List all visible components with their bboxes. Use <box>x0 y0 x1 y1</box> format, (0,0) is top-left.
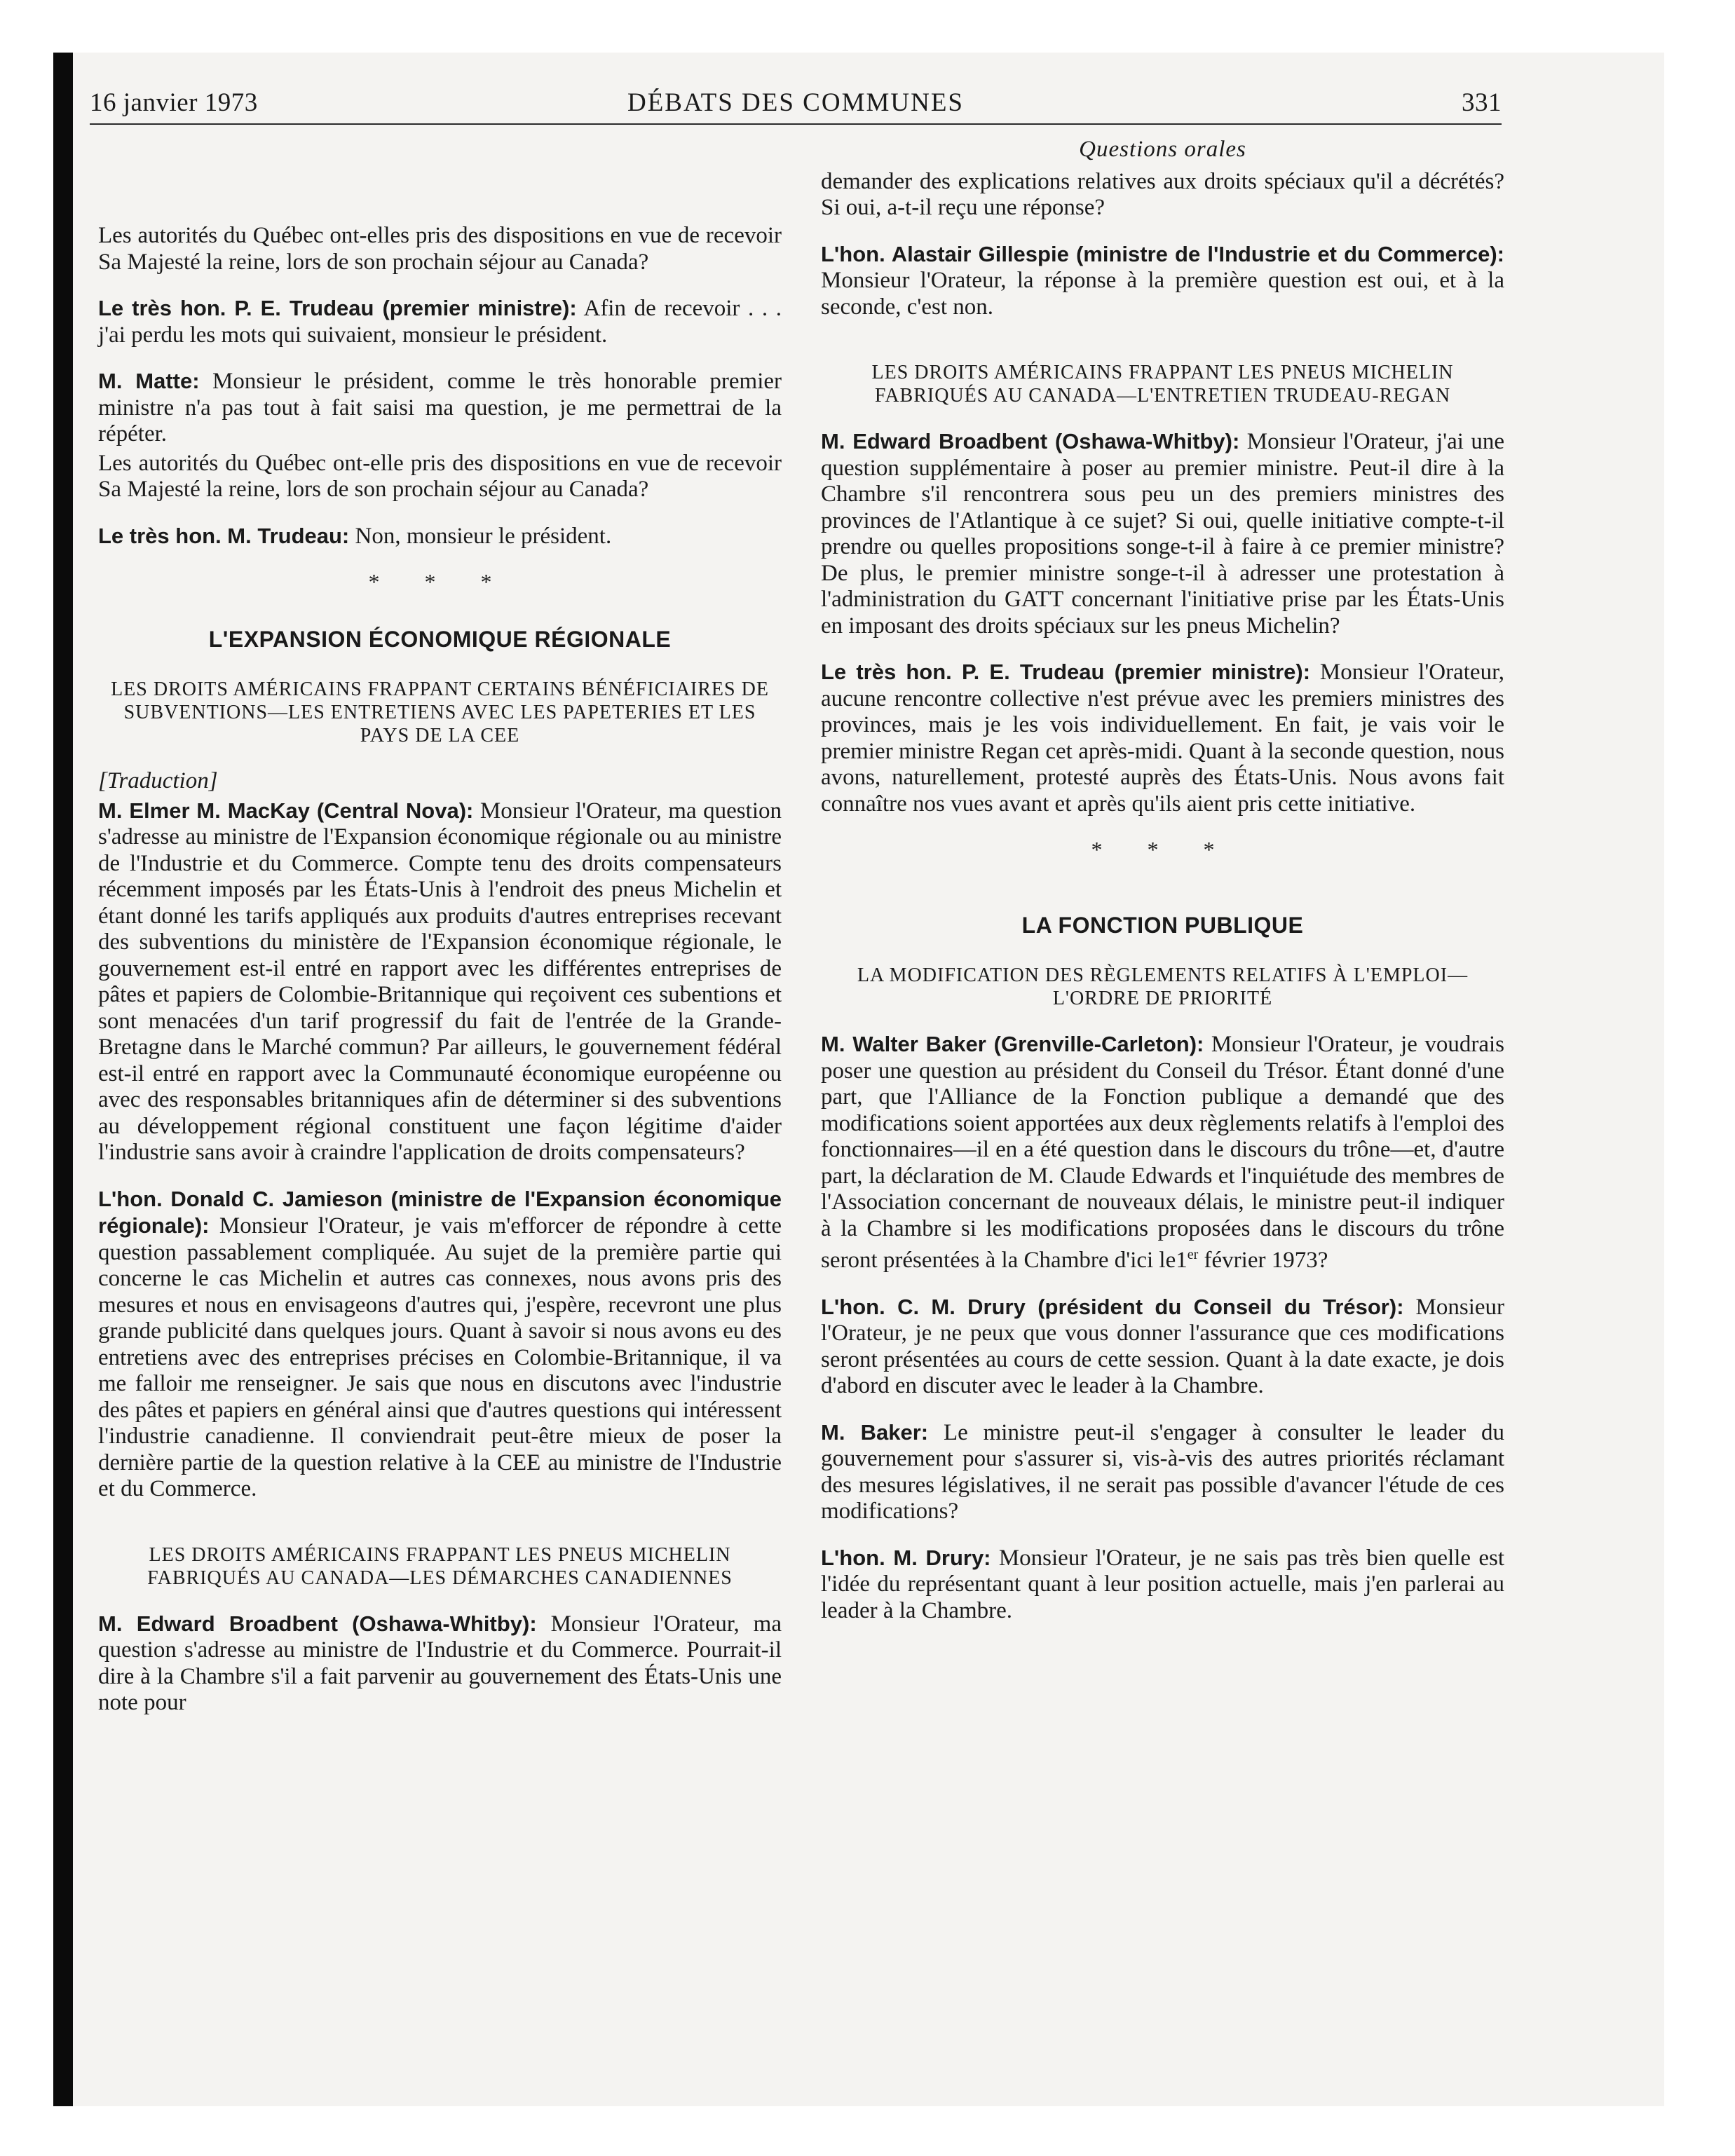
header-title: DÉBATS DES COMMUNES <box>627 88 964 117</box>
header-page-number: 331 <box>1462 88 1502 117</box>
speech-text: Monsieur l'Orateur, aucune rencontre collective n'est prévue avec les premiers ministres des provinces, mais je les vois individuellement. En fait, je vais voir le premier ministre Regan cet après-midi. Quant à la seconde question, nous avons, naturellement, protesté auprès des États-Unis. Nous avons fait connaître nos vues avant et après qu'ils aient pris cette initiative. <box>821 660 1504 817</box>
speaker-name: M. Baker: <box>821 1419 929 1445</box>
speech <box>98 1611 782 1717</box>
speech-text: Monsieur l'Orateur, ma question s'adresse au ministre de l'Industrie et du Commerce. Pourrait-il dire à la Chambre s'il a fait parvenir au gouvernement des États-Unis une note pour <box>98 1611 782 1715</box>
speech <box>98 368 782 448</box>
section-title: LA FONCTION PUBLIQUE <box>1021 912 1304 938</box>
speaker-name: M. Edward Broadbent (Oshawa-Whitby): <box>821 429 1240 453</box>
speaker-name: M. Edward Broadbent (Oshawa-Whitby): <box>98 1611 537 1636</box>
speech <box>821 1294 1504 1400</box>
right-column <box>821 137 1504 1644</box>
header-date: 16 janvier 1973 <box>90 88 258 117</box>
speech <box>98 798 782 1166</box>
speaker-name: Le très hon. M. Trudeau: <box>98 523 350 548</box>
speech-text: Monsieur l'Orateur, je vais m'efforcer de répondre à cette question passablement compliquée. Au sujet de la première partie qui concerne le cas Michelin et autres cas connexes, nous avons pris des mesures et nous en envisageons d'autres qui, j'espère, recevront une plus grande publicité dans quelques jours. Quant à savoir si nous avons eu des entretiens avec des entreprises précises en Colombie-Britannique, il va me falloir me renseigner. Je sais que nous en discutons avec l'industrie des pâtes et papiers en général ainsi que d'autres questions qui intéressent l'industrie canadienne. Il conviendrait peut-être mieux de poser la dernière partie de la question relative à la CEE au ministre de l'Industrie et du Commerce. <box>98 1213 782 1501</box>
speech-text: Monsieur l'Orateur, la réponse à la première question est oui, et à la seconde, c'est non. <box>821 268 1504 320</box>
speech <box>821 1419 1504 1525</box>
speaker-name: L'hon. Donald C. Jamieson (ministre de l'Expansion économique régionale): <box>98 1186 782 1238</box>
subheading: LES DROITS AMÉRICAINS FRAPPANT LES PNEUS MICHELIN FABRIQUÉS AU CANADA—LES DÉMARCHES CANADIENNES <box>147 1543 733 1589</box>
speech-text: Monsieur l'Orateur, je ne sais pas très bien quelle est l'idée du représentant quant à leur position actuelle, mais j'en parlerai au leader à la Chambre. <box>821 1545 1505 1623</box>
speaker-name: L'hon. M. Drury: <box>821 1545 991 1570</box>
scan-margin <box>0 0 53 2156</box>
speech <box>821 428 1504 639</box>
speech-text: Monsieur le président, comme le très honorable premier ministre n'a pas tout à fait saisi ma question, je me permettrai de la répéter. <box>98 369 782 446</box>
speaker-name: M. Matte: <box>98 369 200 393</box>
section-separator: * * * <box>368 569 512 594</box>
speech-text: Monsieur l'Orateur, je ne peux que vous donner l'assurance que ces modifications seront présentées au cours de cette session. Quant à la date exacte, je dois d'abord en discuter avec le leader à la Chambre. <box>821 1294 1504 1398</box>
speech <box>821 241 1504 321</box>
subheading: LES DROITS AMÉRICAINS FRAPPANT LES PNEUS MICHELIN FABRIQUÉS AU CANADA—L'ENTRETIEN TRUDEAU-REGAN <box>871 362 1454 407</box>
left-column <box>98 223 782 1736</box>
speech <box>821 1545 1504 1625</box>
speaker-name: L'hon. Alastair Gillespie (ministre de l'Industrie et du Commerce): <box>821 241 1504 266</box>
scan-binding-shadow <box>53 53 73 2106</box>
column-label: Questions orales <box>1079 137 1246 162</box>
speech-text: Afin de recevoir . . . j'ai perdu les mots qui suivaient, monsieur le président. <box>98 296 782 348</box>
section-separator: * * * <box>1091 837 1234 862</box>
date-superscript: er <box>1187 1247 1199 1262</box>
translation-note: [Traduction] <box>98 768 218 793</box>
page-header <box>90 83 1502 125</box>
speaker-name: M. Elmer M. MacKay (Central Nova): <box>98 798 474 823</box>
paragraph: Les autorités du Québec ont-elle pris des dispositions en vue de recevoir Sa Majesté la reine, lors de son prochain séjour au Canada? <box>98 450 782 502</box>
speech <box>821 1031 1504 1274</box>
date-number: 1 <box>1176 1248 1188 1273</box>
subheading: LA MODIFICATION DES RÈGLEMENTS RELATIFS À L'EMPLOI—L'ORDRE DE PRIORITÉ <box>857 964 1469 1009</box>
speech <box>98 523 782 550</box>
paragraph: demander des explications relatives aux droits spéciaux qu'il a décrétés? Si oui, a-t-il reçu une réponse? <box>821 168 1504 220</box>
speech-text: Le ministre peut-il s'engager à consulter le leader du gouvernement pour s'assurer si, vis-à-vis des autres priorités réclamant des mesures législatives, il ne serait pas possible d'avancer l'étude de ces modifications? <box>821 1419 1505 1524</box>
section-title: L'EXPANSION ÉCONOMIQUE RÉGIONALE <box>208 626 672 652</box>
speech-text: Monsieur l'Orateur, je voudrais poser une question au président du Conseil du Trésor. Étant donné d'une part, que l'Alliance de la Fonction publique a demandé que des modifications soient apportées aux deux règlements relatifs à l'emploi des fonctionnaires—il en a été question dans le discours du trône—et, d'autre part, la déclaration de M. Claude Edwards et l'inquiétude des membres de l'Association concernant de nouveaux délais, le ministre peut-il indiquer à la Chambre si les modifications proposées dans le discours du trône seront présentées à la Chambre d'ici le <box>821 1032 1504 1273</box>
speaker-name: L'hon. C. M. Drury (président du Conseil du Trésor): <box>821 1294 1404 1319</box>
speaker-name: Le très hon. P. E. Trudeau (premier ministre): <box>98 296 577 320</box>
date-rest: février 1973? <box>1198 1248 1328 1273</box>
speech <box>821 659 1504 817</box>
subheading: LES DROITS AMÉRICAINS FRAPPANT CERTAINS BÉNÉFICIAIRES DE SUBVENTIONS—LES ENTRETIENS AVEC LES PAPETERIES ET LES PAYS DE LA CEE <box>111 678 769 746</box>
speech-text: Monsieur l'Orateur, ma question s'adresse au ministre de l'Expansion économique régionale ou au ministre de l'Industrie et du Commerce. Compte tenu des droits compensateurs récemment imposés par les États-Unis à l'endroit des pneus Michelin et étant donné les tarifs appliqués aux produits d'autres entreprises recevant des subventions du ministère de l'Expansion économique régionale, le gouvernement est-il entré en rapport avec les différentes entreprises de pâtes et papiers de Colombie-Britannique qui reçoivent ces subentions et sont menacées d'un tarif progressif du fait de l'entrée de la Grande-Bretagne dans le Marché commun? Par ailleurs, le gouvernement fédéral est-il entré en rapport avec la Communauté économique européenne ou avec des responsables britanniques afin de déterminer si des subventions au développement régional constituent une façon légitime d'aider l'industrie sans avoir à craindre l'application de droits compensateurs? <box>98 798 782 1165</box>
speech-text: Monsieur l'Orateur, j'ai une question supplémentaire à poser au premier ministre. Peut-il dire à la Chambre s'il rencontrera sous peu un des premiers ministres des provinces de l'Atlantique à ce sujet? Si oui, quelle initiative compte-t-il prendre ou quelles propositions songe-t-il à faire à ce premier ministre? De plus, le premier ministre songe-t-il à adresser une protestation à l'administration du GATT concernant l'initiative prise par les États-Unis en imposant des droits spéciaux sur les pneus Michelin? <box>821 429 1504 639</box>
paragraph: Les autorités du Québec ont-elles pris des dispositions en vue de recevoir Sa Majesté la reine, lors de son prochain séjour au Canada? <box>98 223 782 275</box>
speaker-name: Le très hon. P. E. Trudeau (premier ministre): <box>821 660 1311 684</box>
speech-text: Non, monsieur le président. <box>349 523 612 549</box>
speech <box>98 295 782 348</box>
speaker-name: M. Walter Baker (Grenville-Carleton): <box>821 1032 1204 1056</box>
speech <box>98 1186 782 1503</box>
